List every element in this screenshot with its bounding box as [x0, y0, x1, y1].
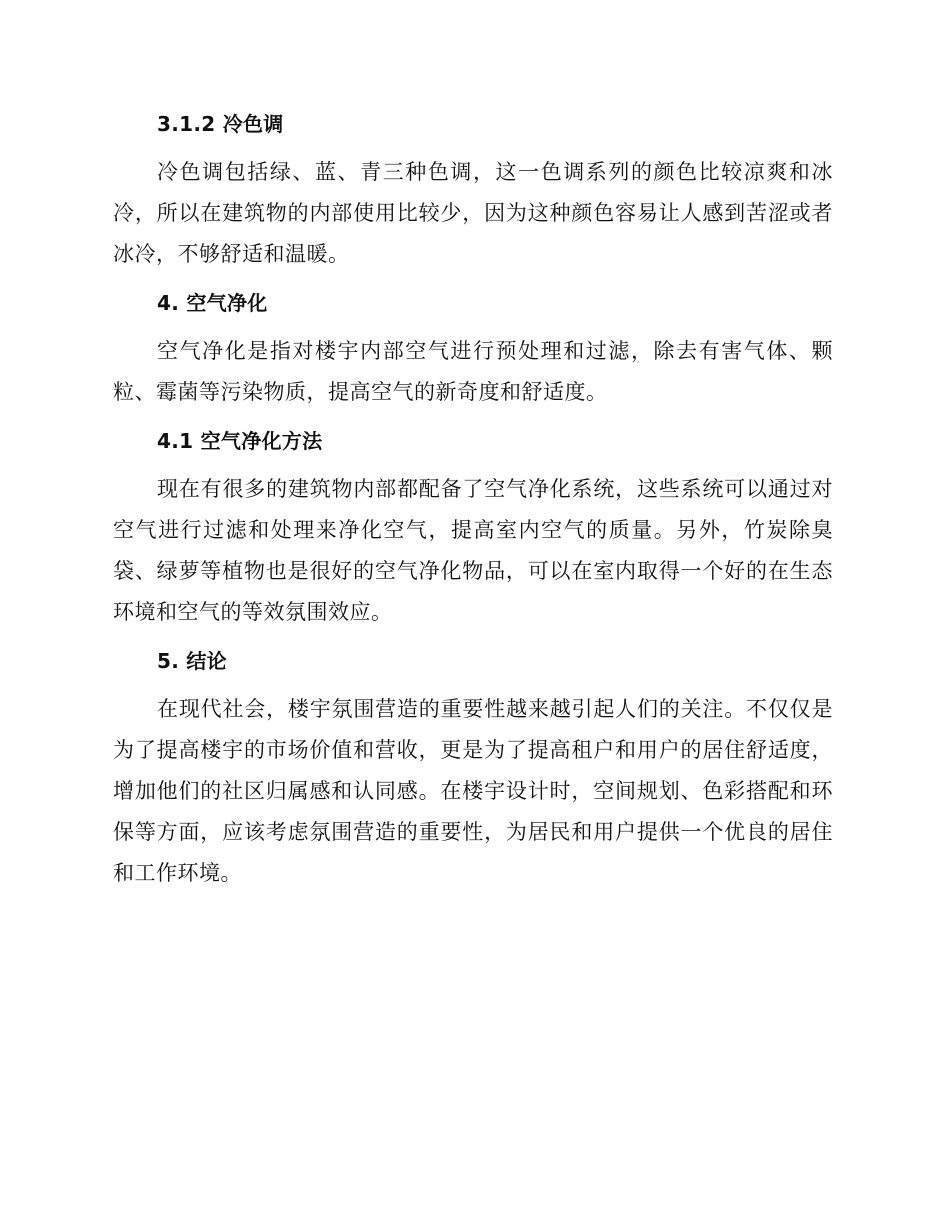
section-heading-conclusion: 5. 结论 — [157, 649, 227, 673]
section-paragraph-cool-tones: 冷色调包括绿、蓝、青三种色调，这一色调系列的颜色比较凉爽和冰冷，所以在建筑物的内部使用比较少，因为这种颜色容易让人感到苦涩或者冰冷，不够舒适和温暖。 — [113, 160, 833, 266]
section-heading-air-purification: 4. 空气净化 — [157, 291, 268, 315]
section-heading-cool-tones: 3.1.2 冷色调 — [157, 112, 284, 136]
section-paragraph-purification-methods: 现在有很多的建筑物内部都配备了空气净化系统，这些系统可以通过对空气进行过滤和处理来净化空气，提高室内空气的质量。另外，竹炭除臭袋、绿萝等植物也是很好的空气净化物品，可以在室内取得一个好的在生态环境和空气的等效氛围效应。 — [113, 477, 833, 624]
section-paragraph-air-purification: 空气净化是指对楼宇内部空气进行预处理和过滤，除去有害气体、颗粒、霉菌等污染物质，提高空气的新奇度和舒适度。 — [113, 339, 833, 404]
section-paragraph-conclusion: 在现代社会，楼宇氛围营造的重要性越来越引起人们的关注。不仅仅是为了提高楼宇的市场价值和营收，更是为了提高租户和用户的居住舒适度，增加他们的社区归属感和认同感。在楼宇设计时，空间规划、色彩搭配和环保等方面，应该考虑氛围营造的重要性，为居民和用户提供一个优良的居住和工作环境。 — [113, 697, 833, 885]
section-heading-purification-methods: 4.1 空气净化方法 — [157, 429, 323, 453]
document-body — [113, 110, 833, 908]
